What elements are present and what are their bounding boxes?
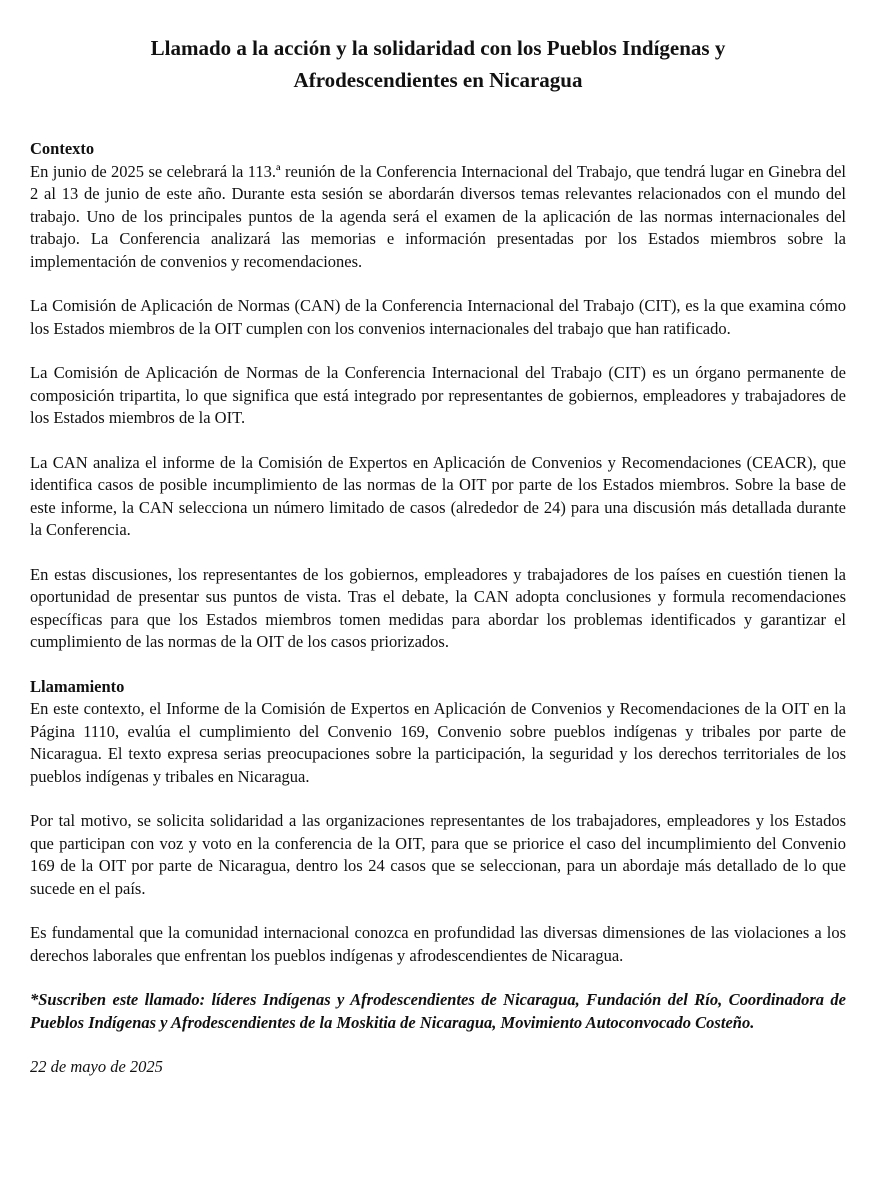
document-title <box>30 32 846 96</box>
llamamiento-paragraph-2: Por tal motivo, se solicita solidaridad a las organizaciones representantes de los trabajadores, empleadores y los Estados que participan con voz y voto en la conferencia de la OIT, para que se priorice el caso del incumplimiento del Convenio 169 de la OIT por parte de Nicaragua, dentro los 24 casos que se seleccionan, para un abordaje más detallado de lo que sucede en el país. <box>30 811 846 898</box>
contexto-paragraph-2: La Comisión de Aplicación de Normas (CAN) de la Conferencia Internacional del Trabajo (CIT), es la que examina cómo los Estados miembros de la OIT cumplen con los convenios internacionales del trabajo que han ratificado. <box>30 296 846 338</box>
title-line-2: Afrodescendientes en Nicaragua <box>293 68 583 92</box>
title-line-1: Llamado a la acción y la solidaridad con los Pueblos Indígenas y <box>150 36 726 60</box>
contexto-paragraph-1: En junio de 2025 se celebrará la 113.ª reunión de la Conferencia Internacional del Trabajo, que tendrá lugar en Ginebra del 2 al 13 de junio de este año. Durante esta sesión se abordarán diversos temas relevantes relacionados con el mundo del trabajo. Uno de los principales puntos de la agenda será el examen de la aplicación de las normas internacionales del trabajo. La Conferencia analizará las memorias e información presentadas por los Estados miembros sobre la implementación de convenios y recomendaciones. <box>30 161 846 271</box>
contexto-heading: Contexto <box>30 139 95 158</box>
contexto-paragraph-5: En estas discusiones, los representantes de los gobiernos, empleadores y trabajadores de los países en cuestión tienen la oportunidad de presentar sus puntos de vista. Tras el debate, la CAN adopta conclusiones y formula recomendaciones específicas para que los Estados miembros tomen medidas para abordar los problemas identificados y garantizar el cumplimiento de las normas de la OIT de los casos priorizados. <box>30 564 846 651</box>
contexto-section <box>30 138 846 654</box>
contexto-paragraph-3: La Comisión de Aplicación de Normas de la Conferencia Internacional del Trabajo (CIT) es un órgano permanente de composición tripartita, lo que significa que está integrado por representantes de gobiernos, empleadores y trabajadores de los Estados miembros de la OIT. <box>30 363 846 427</box>
contexto-paragraph-4: La CAN analiza el informe de la Comisión de Expertos en Aplicación de Convenios y Recomendaciones (CEACR), que identifica casos de posible incumplimiento de las normas de la OIT por parte de los Estados miembros. Sobre la base de este informe, la CAN selecciona un número limitado de casos (alrededor de 24) para una discusión más detallada durante la Conferencia. <box>30 452 846 539</box>
llamamiento-paragraph-1: En este contexto, el Informe de la Comisión de Expertos en Aplicación de Convenios y Recomendaciones de la OIT en la Página 1110, evalúa el cumplimiento del Convenio 169, Convenio sobre pueblos indígenas y tribales por parte de Nicaragua. El texto expresa serias preocupaciones sobre la participación, la seguridad y los derechos territoriales de los pueblos indígenas y tribales en Nicaragua. <box>30 699 846 786</box>
llamamiento-paragraph-3: Es fundamental que la comunidad internacional conozca en profundidad las diversas dimensiones de las violaciones a los derechos laborales que enfrentan los pueblos indígenas y afrodescendientes de Nicaragua. <box>30 923 846 965</box>
document-date: 22 de mayo de 2025 <box>30 1057 163 1076</box>
llamamiento-section <box>30 676 846 968</box>
signatories: *Suscriben este llamado: líderes Indígenas y Afrodescendientes de Nicaragua, Fundación del Río, Coordinadora de Pueblos Indígenas y Afrodescendientes de la Moskitia de Nicaragua, Movimiento Autoconvocado Costeño. <box>30 990 846 1032</box>
llamamiento-heading: Llamamiento <box>30 676 125 696</box>
